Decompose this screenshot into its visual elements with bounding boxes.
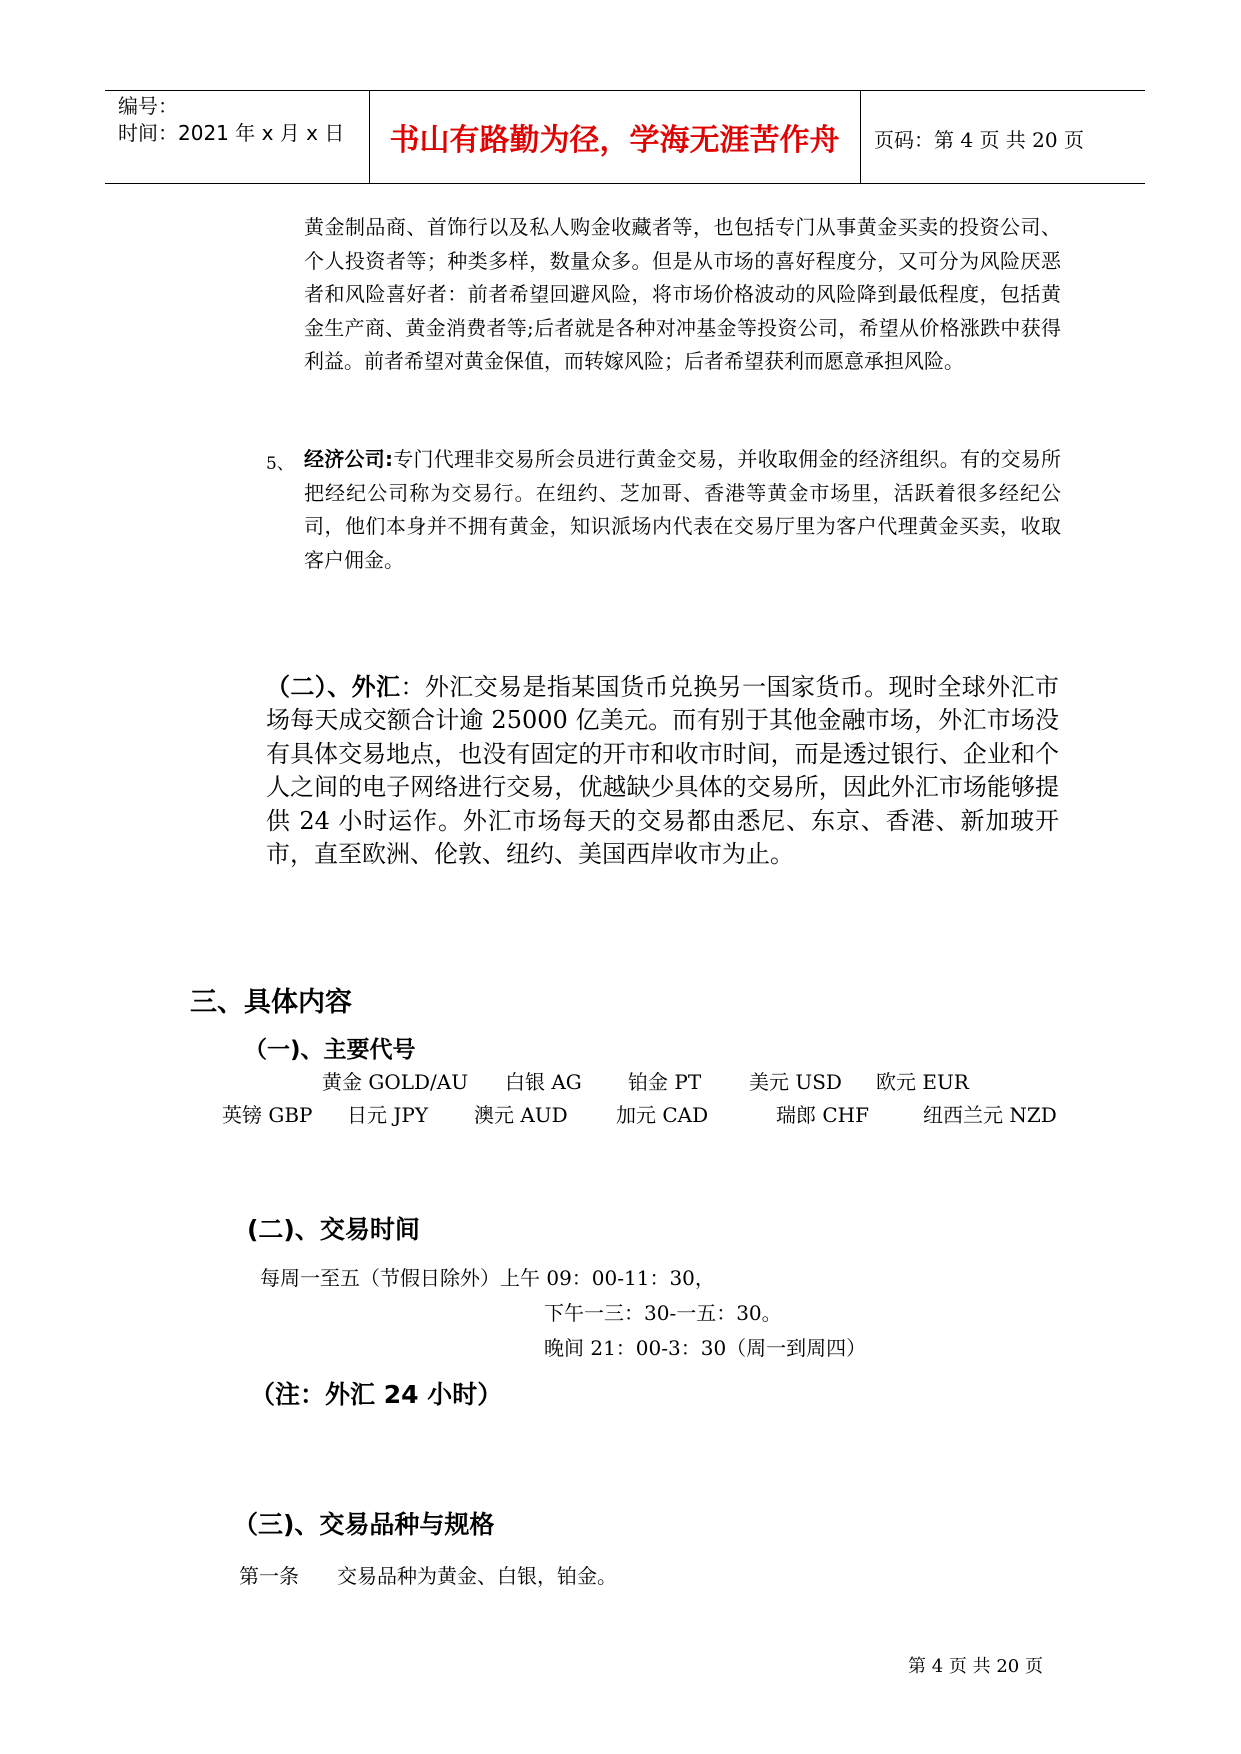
item5-paragraph bbox=[304, 443, 1061, 577]
intro-paragraph: 黄金制品商、首饰行以及私人购金收藏者等，也包括专门从事黄金买卖的投资公司、个人投资者等；种类多样，数量众多。但是从市场的喜好程度分，又可分为风险厌恶者和风险喜好者：前者希望回避风险，将市场价格波动的风险降到最低程度，包括黄金生产商、黄金消费者等;后者就是各种对冲基金等投资公司，希望从价格涨跌中获得利益。前者希望对黄金保值，而转嫁风险；后者希望获利而愿意承担风险。 bbox=[304, 215, 1061, 373]
code-aud: 澳元 AUD bbox=[474, 1103, 568, 1127]
forex-24h-note: （注：外汇 24 小时） bbox=[250, 1380, 503, 1409]
forex-text: ：外汇交易是指某国货币兑换另一国家货币。现时全球外汇市场每天成交额合计逾 25000 亿美元。而有别于其他金融市场，外汇市场没有具体交易地点，也没有固定的开市和收市时间，而是透过银行、企业和个人之间的电子网络进行交易，优越缺少具体的交易所，因此外汇市场能够提供 24 小时运作。外汇市场每天的交易都由悉尼、东京、香港、新加玻开市，直至欧洲、伦敦、纽约、美国西岸收市为止。 bbox=[266, 673, 1059, 869]
article1-text: 交易品种为黄金、白银，铂金。 bbox=[337, 1564, 617, 1588]
section3-title: 三、具体内容 bbox=[190, 987, 352, 1018]
code-usd: 美元 USD bbox=[749, 1070, 842, 1094]
hours-line-3: 晚间 21：00-3：30（周一到周四） bbox=[544, 1336, 867, 1360]
header-divider-right bbox=[860, 90, 861, 184]
code-gold: 黄金 GOLD/AU bbox=[322, 1070, 469, 1094]
item5-number: 5、 bbox=[266, 454, 294, 474]
item5-text: 专门代理非交易所会员进行黄金交易，并收取佣金的经济组织。有的交易所把经纪公司称为交易行。在纽约、芝加哥、香港等黄金市场里，活跃着很多经纪公司，他们本身并不拥有黄金，知识派场内代表在交易厅里为客户代理黄金买卖，收取客户佣金。 bbox=[304, 447, 1062, 572]
hours-title: (二)、交易时间 bbox=[247, 1215, 420, 1244]
article1-label: 第一条 bbox=[239, 1564, 299, 1588]
header-number-label: 编号： bbox=[118, 94, 178, 118]
item5-term: 经济公司: bbox=[304, 447, 393, 471]
code-cad: 加元 CAD bbox=[616, 1103, 709, 1127]
hours-line-1: 每周一至五（节假日除外）上午 09：00-11：30， bbox=[260, 1266, 715, 1290]
header-page-info: 页码：第 4 页 共 20 页 bbox=[874, 128, 1084, 152]
forex-paragraph bbox=[266, 671, 1059, 871]
forex-term: （二）、外汇 bbox=[266, 673, 401, 701]
code-chf: 瑞郎 CHF bbox=[776, 1103, 869, 1127]
header-motto: 书山有路勤为径，学海无涯苦作舟 bbox=[389, 123, 840, 158]
code-nzd: 纽西兰元 NZD bbox=[923, 1103, 1057, 1127]
code-platinum: 铂金 PT bbox=[628, 1070, 702, 1094]
code-silver: 白银 AG bbox=[505, 1070, 582, 1094]
codes-title: （一)、主要代号 bbox=[244, 1037, 416, 1063]
footer-page-number: 第 4 页 共 20 页 bbox=[908, 1656, 1043, 1677]
code-jpy: 日元 JPY bbox=[347, 1103, 429, 1127]
header-time-label: 时间：2021 年 x 月 x 日 bbox=[118, 121, 345, 145]
code-gbp: 英镑 GBP bbox=[222, 1103, 313, 1127]
varieties-title: （三)、交易品种与规格 bbox=[233, 1510, 495, 1539]
code-eur: 欧元 EUR bbox=[876, 1070, 969, 1094]
hours-line-2: 下午一三：30-一五：30。 bbox=[544, 1301, 782, 1325]
